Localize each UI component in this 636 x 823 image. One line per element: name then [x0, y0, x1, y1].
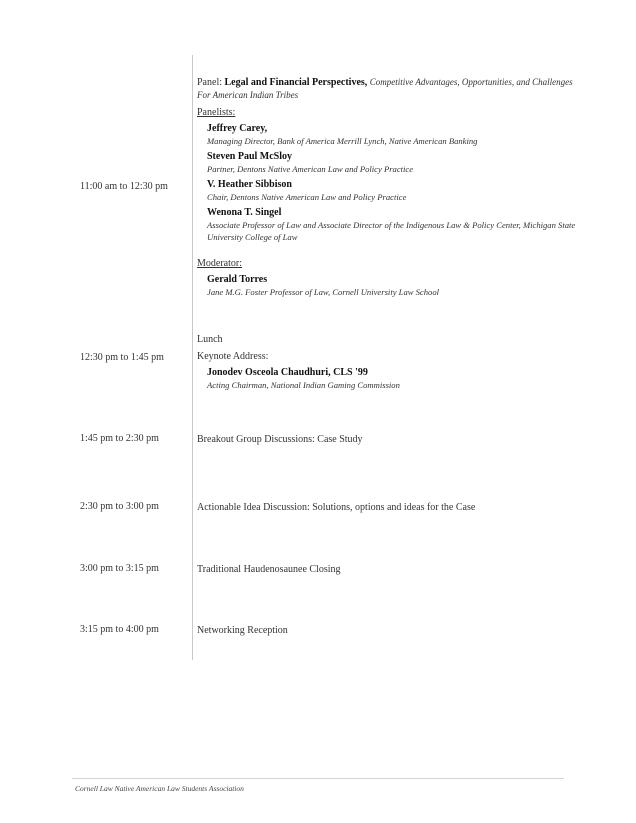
- lunch-block: [197, 333, 577, 391]
- timeline-divider: [192, 55, 193, 660]
- panel-prefix: Panel:: [197, 77, 222, 88]
- event-actionable-idea: Actionable Idea Discussion: Solutions, options and ideas for the Case: [197, 502, 476, 513]
- panelists-list: [197, 123, 577, 243]
- keynote-name: Jonodev Osceola Chaudhuri, CLS '99: [207, 367, 368, 378]
- time-slot-6: 3:15 pm to 4:00 pm: [80, 624, 159, 635]
- panel-subtitle: Competitive Advantages, Opportunities, and Challenges For American Indian Tribes: [197, 77, 573, 100]
- moderator-name: Gerald Torres: [207, 274, 268, 285]
- panelist-name: V. Heather Sibbison: [207, 179, 292, 190]
- panelist-role: Partner, Dentons Native American Law and Policy Practice: [207, 164, 414, 174]
- panelist-name: Wenona T. Singel: [207, 207, 282, 218]
- footer-rule: [72, 778, 564, 779]
- keynote-label: Keynote Address:: [197, 351, 269, 362]
- event-breakout: Breakout Group Discussions: Case Study: [197, 434, 363, 445]
- event-closing: Traditional Haudenosaunee Closing: [197, 564, 341, 575]
- panel-title: Legal and Financial Perspectives,: [224, 77, 368, 88]
- panelist: [207, 179, 577, 203]
- lunch-label: Lunch: [197, 334, 223, 345]
- panelist-role: Chair, Dentons Native American Law and Policy Practice: [207, 192, 407, 202]
- event-networking: Networking Reception: [197, 625, 288, 636]
- panelist-role: Managing Director, Bank of America Merrill Lynch, Native American Banking: [207, 136, 478, 146]
- panel-block: [197, 76, 577, 298]
- keynote-speaker: [197, 367, 577, 391]
- panel-heading: [197, 76, 577, 102]
- moderator: [197, 274, 577, 298]
- panelist: [207, 123, 577, 147]
- time-slot-4: 2:30 pm to 3:00 pm: [80, 501, 159, 512]
- panelist-name: Steven Paul McSloy: [207, 151, 292, 162]
- time-slot-1: 11:00 am to 12:30 pm: [80, 181, 168, 192]
- time-slot-5: 3:00 pm to 3:15 pm: [80, 563, 159, 574]
- footer-text: Cornell Law Native American Law Students Association: [75, 784, 244, 793]
- keynote-role: Acting Chairman, National Indian Gaming Commission: [207, 380, 400, 390]
- time-slot-3: 1:45 pm to 2:30 pm: [80, 433, 159, 444]
- moderator-label: Moderator:: [197, 258, 242, 269]
- moderator-role: Jane M.G. Foster Professor of Law, Cornell University Law School: [207, 287, 440, 297]
- panelists-label: Panelists:: [197, 107, 236, 118]
- panelist-role: Associate Professor of Law and Associate Director of the Indigenous Law & Policy Center, Michigan State University College of Law: [207, 220, 576, 242]
- panelist: [207, 207, 577, 243]
- panelist-name: Jeffrey Carey,: [207, 123, 268, 134]
- panelist: [207, 151, 577, 175]
- time-slot-2: 12:30 pm to 1:45 pm: [80, 352, 164, 363]
